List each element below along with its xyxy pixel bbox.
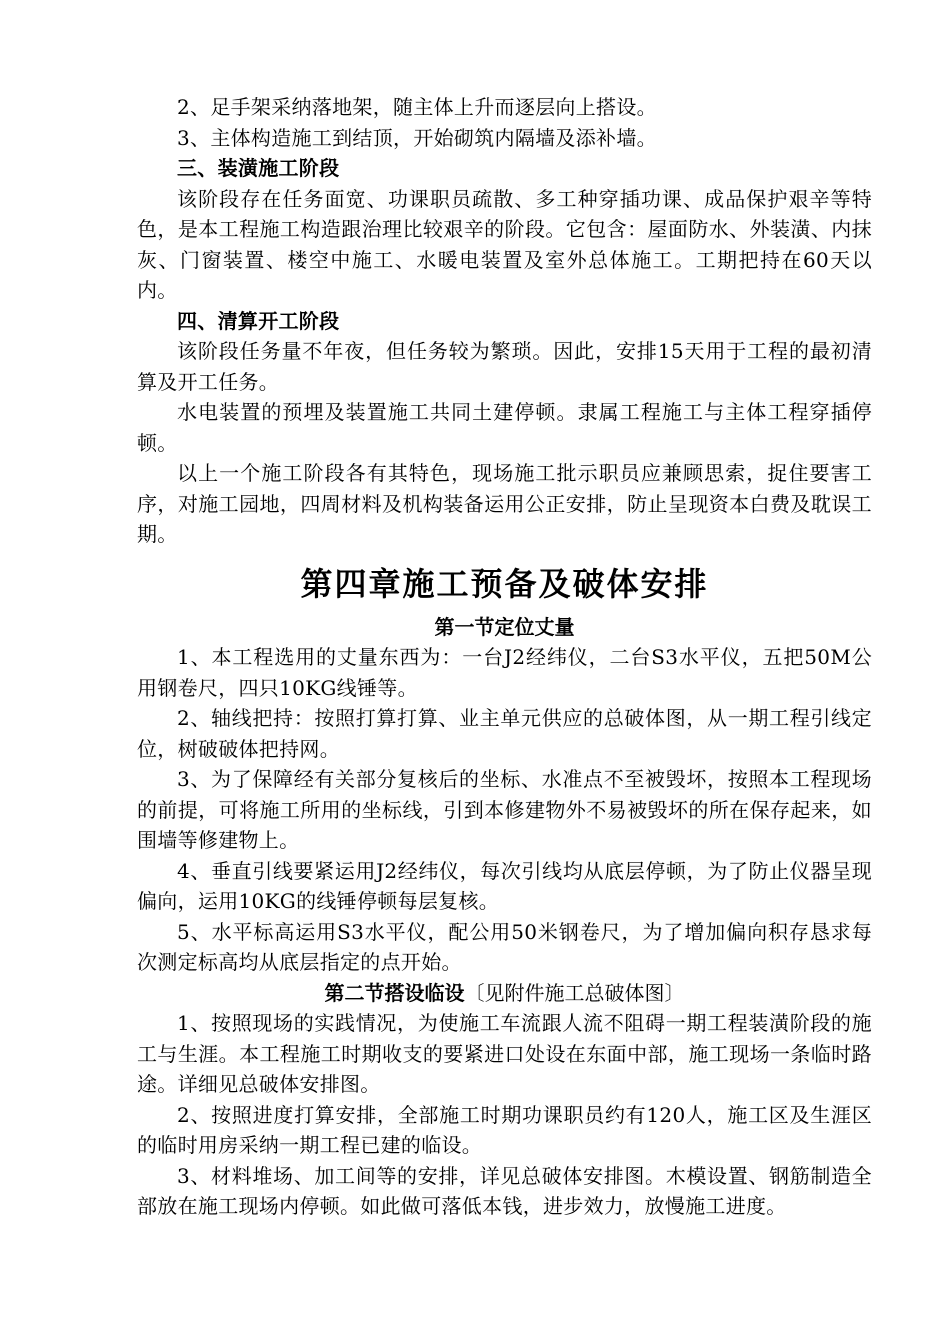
list-item: 2、轴线把持：按照打算打算、业主单元供应的总破体图，从一期工程引线定位，树破破体把持网。 — [137, 706, 872, 761]
list-item: 2、按照进度打算安排，全部施工时期功课职员约有120人，施工区及生涯区的临时用房采纳一期工程已建的临设。 — [137, 1102, 872, 1157]
section-title-temporary-facilities — [137, 978, 872, 1009]
document-page — [137, 92, 872, 1222]
list-item: 1、本工程选用的丈量东西为：一台J2经纬仪，二台S3水平仪，五把50M公用钢卷尺，四只10KG线锤等。 — [137, 645, 872, 700]
paragraph-structure-top: 3、主体构造施工到结顶，开始砌筑内隔墙及添补墙。 — [177, 125, 657, 150]
chapter-title: 第四章施工预备及破体安排 — [300, 564, 709, 603]
list-item: 3、为了保障经有关部分复核后的坐标、水准点不至被毁坏，按照本工程现场的前提，可将施工所用的坐标线，引到本修建物外不易被毁坏的所在保存起来，如围墙等修建物上。 — [137, 767, 872, 852]
list-item: 1、按照现场的实践情况，为使施工车流跟人流不阻碍一期工程装潢阶段的施工与生涯。本工程施工时期收支的要紧进口处设在东面中部，施工现场一条临时路途。详细见总破体安排图。 — [137, 1011, 872, 1096]
section-title-note: 〔见附件施工总破体图〕 — [464, 980, 685, 1005]
paragraph-water-electric: 水电装置的预埋及装置施工共同土建停顿。隶属工程施工与主体工程穿插停顿。 — [137, 400, 872, 455]
heading-stage-decoration: 三、装潢施工阶段 — [177, 156, 340, 180]
paragraph-scaffold: 2、足手架采纳落地架，随主体上升而逐层向上搭设。 — [177, 95, 657, 119]
section-title-positioning: 第一节定位丈量 — [434, 614, 575, 639]
heading-stage-cleanup: 四、清算开工阶段 — [177, 308, 340, 333]
section-title-text: 第二节搭设临设 — [324, 980, 465, 1005]
paragraph-stage-cleanup: 该阶段任务量不年夜，但任务较为繁琐。因此，安排15天用于工程的最初清算及开工任务。 — [137, 339, 872, 394]
paragraph-stage-decoration: 该阶段存在任务面宽、功课职员疏散、多工种穿插功课、成品保护艰辛等特色，是本工程施工构造跟治理比较艰辛的阶段。它包含：屋面防水、外装潢、内抹灰、门窗装置、楼空中施工、水暖电装置及室外总体施工。工期把持在60天以内。 — [137, 186, 872, 302]
list-item: 4、垂直引线要紧运用J2经纬仪，每次引线均从底层停顿，为了防止仪器呈现偏向，运用10KG的线锤停顿每层复核。 — [137, 858, 872, 913]
list-item: 5、水平标高运用S3水平仪，配公用50米钢卷尺，为了增加偏向积存恳求每次测定标高均从底层指定的点开始。 — [137, 919, 872, 974]
list-item: 3、材料堆场、加工间等的安排，详见总破体安排图。木模设置、钢筋制造全部放在施工现场内停顿。如此做可落低本钱，进步效力，放慢施工进度。 — [137, 1163, 872, 1218]
paragraph-summary: 以上一个施工阶段各有其特色，现场施工批示职员应兼顾思索，捉住要害工序，对施工园地，四周材料及机构装备运用公正安排，防止呈现资本白费及耽误工期。 — [137, 461, 872, 546]
